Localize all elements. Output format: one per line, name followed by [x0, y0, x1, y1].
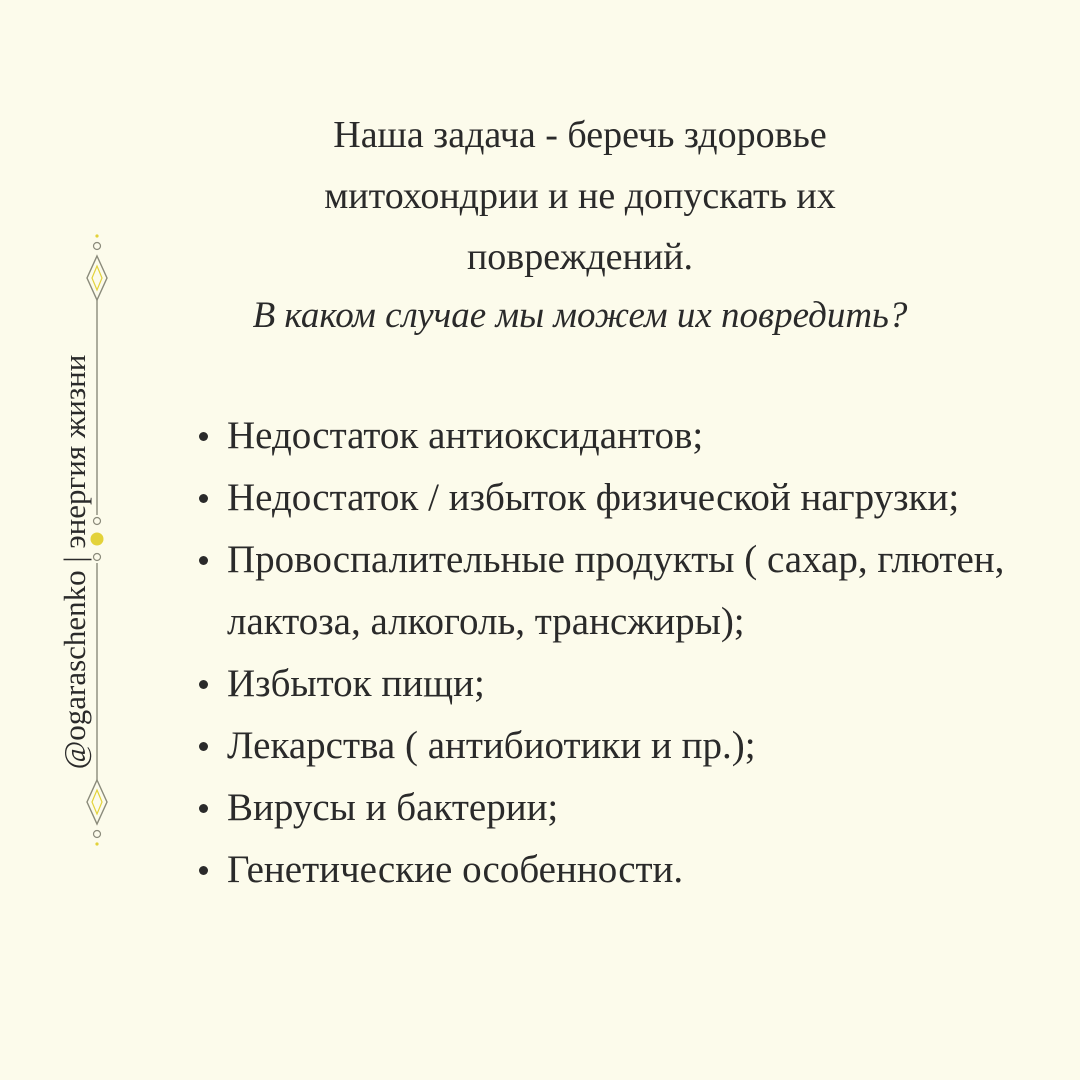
list-item [195, 839, 1035, 901]
list-item [195, 653, 1035, 715]
bullet-icon [199, 556, 208, 565]
list-item-text: Недостаток / избыток физической нагрузки; [227, 476, 960, 519]
dot-ornament-top-small-icon [95, 234, 98, 237]
list-item-text: Недостаток антиоксидантов; [227, 414, 704, 457]
list-item-text: Лекарства ( антибиотики и пр.); [227, 724, 756, 767]
bullet-icon [199, 742, 208, 751]
intro-question: В каком случае мы можем их повредить? [252, 295, 908, 336]
bullet-icon [199, 866, 208, 875]
bullet-icon [199, 680, 208, 689]
list-item-text: Провоспалительные продукты ( сахар, глютен, лактоза, алкоголь, трансжиры); [227, 538, 1005, 643]
author-caption: @ogaraschenko | энергия жизни [57, 354, 92, 770]
dot-ornament-bottom-small-icon [95, 842, 98, 845]
dot-ornament-top-icon [94, 243, 101, 250]
list-item [195, 405, 1035, 467]
bullet-icon [199, 494, 208, 503]
intro-line: Наша задача - беречь здоровье [333, 114, 827, 156]
bullet-icon [199, 804, 208, 813]
list-item-text: Вирусы и бактерии; [227, 786, 559, 829]
list-item [195, 715, 1035, 777]
causes-list [195, 405, 1035, 901]
list-item-text: Избыток пищи; [227, 662, 485, 705]
list-item [195, 467, 1035, 529]
list-item [195, 777, 1035, 839]
bullet-icon [199, 432, 208, 441]
intro-block [200, 105, 960, 344]
list-item [195, 529, 1035, 653]
list-item-text: Генетические особенности. [227, 848, 684, 891]
intro-line: митохондрии и не допускать их [324, 175, 836, 217]
intro-line: повреждений. [466, 236, 694, 278]
